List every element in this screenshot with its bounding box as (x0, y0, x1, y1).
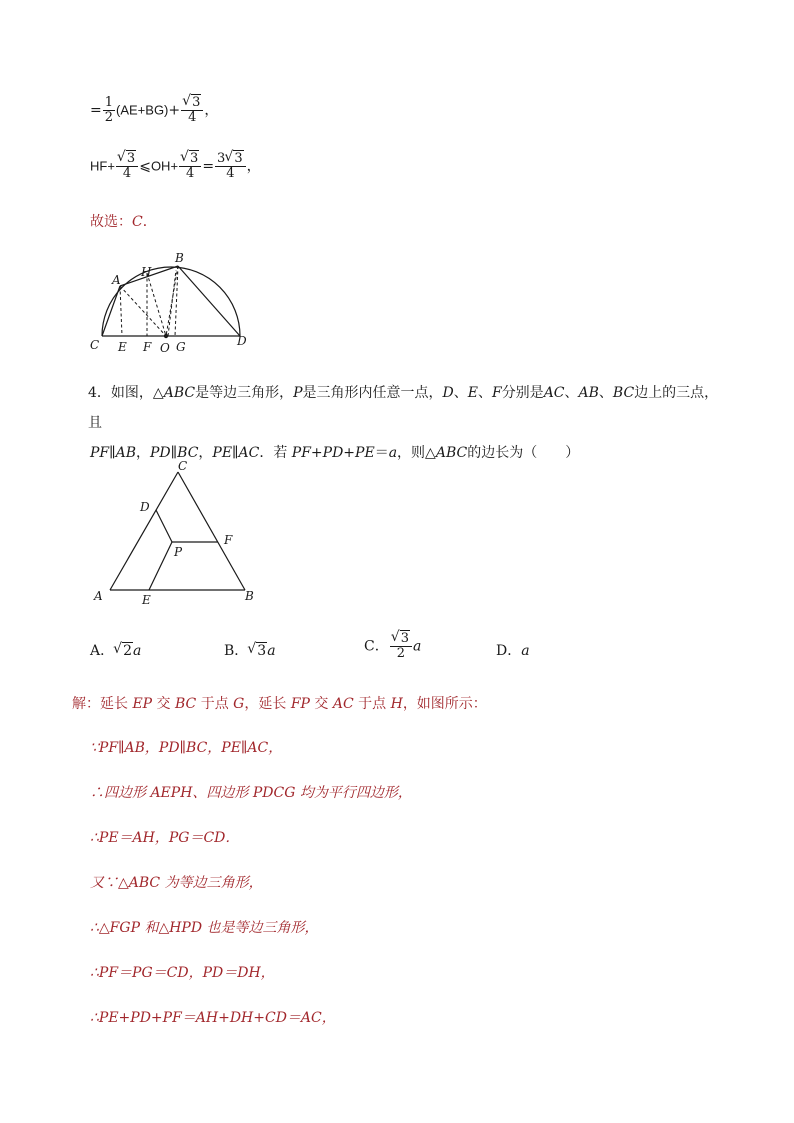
text-part: ， (198, 445, 213, 461)
equals-sign: = (90, 102, 102, 119)
option-d-var: a (521, 643, 530, 659)
math-f: F (491, 385, 502, 401)
math-d: D (442, 385, 454, 401)
solution-step-6: ∴PF＝PG＝CD，PD＝DH， (90, 965, 275, 981)
answer-choice: C (132, 214, 143, 230)
equals-sign: ＝ (374, 445, 389, 461)
side-bc (178, 472, 245, 590)
parallel-sign: ∥ (232, 445, 239, 461)
solution-label: 解： (72, 696, 100, 712)
option-c-label: C． (364, 638, 389, 655)
option-d-label: D． (496, 643, 522, 659)
option-c[interactable] (364, 632, 421, 661)
text-part: 于点 (353, 696, 391, 712)
label-f: F (224, 533, 233, 547)
leq-sign: ⩽ (139, 158, 151, 175)
comma: ， (246, 158, 261, 175)
text-part: ．若 (259, 445, 292, 461)
option-c-denominator: 2 (396, 646, 405, 661)
math-fp: FP (290, 696, 310, 712)
math-abc: ABC (435, 445, 468, 461)
text-part: 的边长为（ ） (467, 445, 580, 461)
fraction-denominator: 4 (188, 110, 197, 125)
expression: (AE+BG) (116, 102, 169, 118)
problem-4 (88, 378, 728, 468)
math-e: E (467, 385, 478, 401)
solution-step-7: ∴PE+PD+PF＝AH+DH+CD＝AC， (90, 1010, 336, 1026)
option-c-var: a (413, 638, 422, 655)
fraction-denominator: 4 (186, 166, 195, 181)
math-ab: AB (115, 445, 137, 461)
label-d: D (237, 334, 247, 348)
expression-hf: HF+ (90, 158, 115, 174)
option-a[interactable] (90, 640, 141, 660)
side-ac (110, 472, 178, 590)
text-part: 交 (309, 696, 333, 712)
option-b[interactable] (224, 640, 276, 660)
fraction-half (103, 96, 115, 125)
math-ep: EP (132, 696, 153, 712)
text-part: 分别是 (501, 385, 544, 401)
text-part: 、 (564, 385, 579, 401)
option-d[interactable] (496, 640, 530, 660)
option-a-radicand: 2 (123, 643, 133, 659)
math-bc: BC (177, 445, 199, 461)
text-part: ，如图所示： (402, 696, 487, 712)
figure-semicircle (86, 250, 266, 360)
text-part: 是等边三角形， (195, 385, 294, 401)
parallel-sign: ∥ (109, 445, 116, 461)
dashed-helper (168, 270, 176, 336)
fraction-1 (116, 152, 138, 181)
radicand: 3 (190, 151, 199, 166)
dashed-bg (175, 266, 178, 336)
expression-oh: OH+ (150, 158, 179, 174)
label-o: O (160, 341, 170, 355)
math-line-1 (90, 96, 218, 125)
parallel-sign: ∥ (170, 445, 178, 461)
coefficient: 3 (217, 151, 226, 166)
solution-step-1: ∵PF∥AB，PD∥BC，PE∥AC， (90, 740, 283, 756)
option-b-label: B． (224, 643, 249, 659)
text-part: 是三角形内任意一点， (302, 385, 443, 401)
option-a-label: A． (90, 643, 115, 659)
text-part: 、 (477, 385, 492, 401)
problem-number: 4． (88, 385, 111, 401)
math-g: G (233, 696, 245, 712)
math-pe: PE (212, 445, 233, 461)
label-a: A (94, 589, 103, 603)
label-e: E (118, 340, 127, 354)
math-ac: AC (543, 385, 565, 401)
comma: ， (204, 102, 219, 119)
math-h: H (390, 696, 403, 712)
fraction-sqrt3-over-4 (181, 96, 203, 125)
radicand: 3 (192, 95, 201, 110)
figure-triangle (88, 456, 278, 616)
solution-step-5: ∴△FGP 和△HPD 也是等边三角形， (90, 920, 319, 936)
math-bc: BC (175, 696, 197, 712)
answer-line (90, 212, 157, 232)
answer-options (90, 632, 690, 672)
text-part: 交 (152, 696, 175, 712)
math-ac: AC (238, 445, 260, 461)
solution-step-2: ∴四边形 AEPH、四边形 PDCG 均为平行四边形， (90, 785, 412, 801)
answer-period: ． (142, 214, 157, 230)
math-pd: PD (150, 445, 171, 461)
solution-step-3: ∴PE＝AH，PG＝CD． (90, 830, 240, 846)
plus-sign: + (168, 102, 181, 119)
math-pf: PF (90, 445, 110, 461)
segment-pe (149, 542, 172, 590)
option-a-var: a (133, 643, 142, 659)
text-part: 、 (598, 385, 613, 401)
math-bc: BC (612, 385, 635, 401)
math-p: P (293, 385, 303, 401)
fraction-numerator: 1 (104, 95, 114, 110)
label-g: G (176, 340, 186, 354)
label-e: E (142, 593, 151, 607)
text-part: 边上的三点，且 (88, 385, 719, 431)
label-c: C (178, 459, 188, 473)
segment-dp (156, 510, 172, 542)
answer-label: 故选： (90, 214, 132, 230)
math-ac: AC (332, 696, 354, 712)
radicand: 3 (126, 151, 136, 166)
problem-line-1 (88, 378, 728, 438)
option-c-radicand: 3 (400, 631, 409, 646)
label-h: H (141, 265, 152, 279)
text-part: ，则△ (397, 445, 436, 461)
label-c: C (90, 338, 100, 352)
math-abc: ABC (163, 385, 196, 401)
solution-intro (72, 694, 487, 714)
fraction-2 (179, 152, 201, 181)
fraction-denominator: 4 (226, 166, 235, 181)
center-point-o (164, 334, 168, 338)
fraction-3 (215, 152, 246, 181)
math-sum: PF+PD+PE (291, 445, 375, 461)
math-line-2 (90, 152, 261, 181)
option-b-radicand: 3 (257, 643, 267, 659)
fraction-denominator: 2 (104, 110, 114, 125)
equals-sign: = (202, 158, 215, 175)
option-b-var: a (267, 643, 276, 659)
solution-step-4: 又∵△ABC 为等边三角形， (90, 875, 263, 891)
dashed-ae (120, 286, 122, 336)
label-f: F (143, 340, 152, 354)
label-d: D (140, 500, 150, 514)
dashed-ao (120, 286, 166, 336)
math-ab: AB (578, 385, 599, 401)
label-a: A (112, 273, 121, 287)
radicand: 3 (234, 151, 243, 166)
fraction-denominator: 4 (122, 166, 132, 181)
text-part: 、 (453, 385, 468, 401)
semicircle-arc (102, 267, 240, 336)
dashed-ho (147, 273, 166, 336)
text-part: 如图，△ (110, 385, 164, 401)
label-b: B (175, 251, 184, 265)
text-part: 延长 (100, 696, 133, 712)
math-a: a (388, 445, 398, 461)
label-p: P (174, 545, 183, 559)
label-b: B (245, 589, 254, 603)
text-part: ， (136, 445, 151, 461)
segment-ca (102, 286, 120, 336)
text-part: 于点 (196, 696, 234, 712)
text-part: ，延长 (244, 696, 291, 712)
